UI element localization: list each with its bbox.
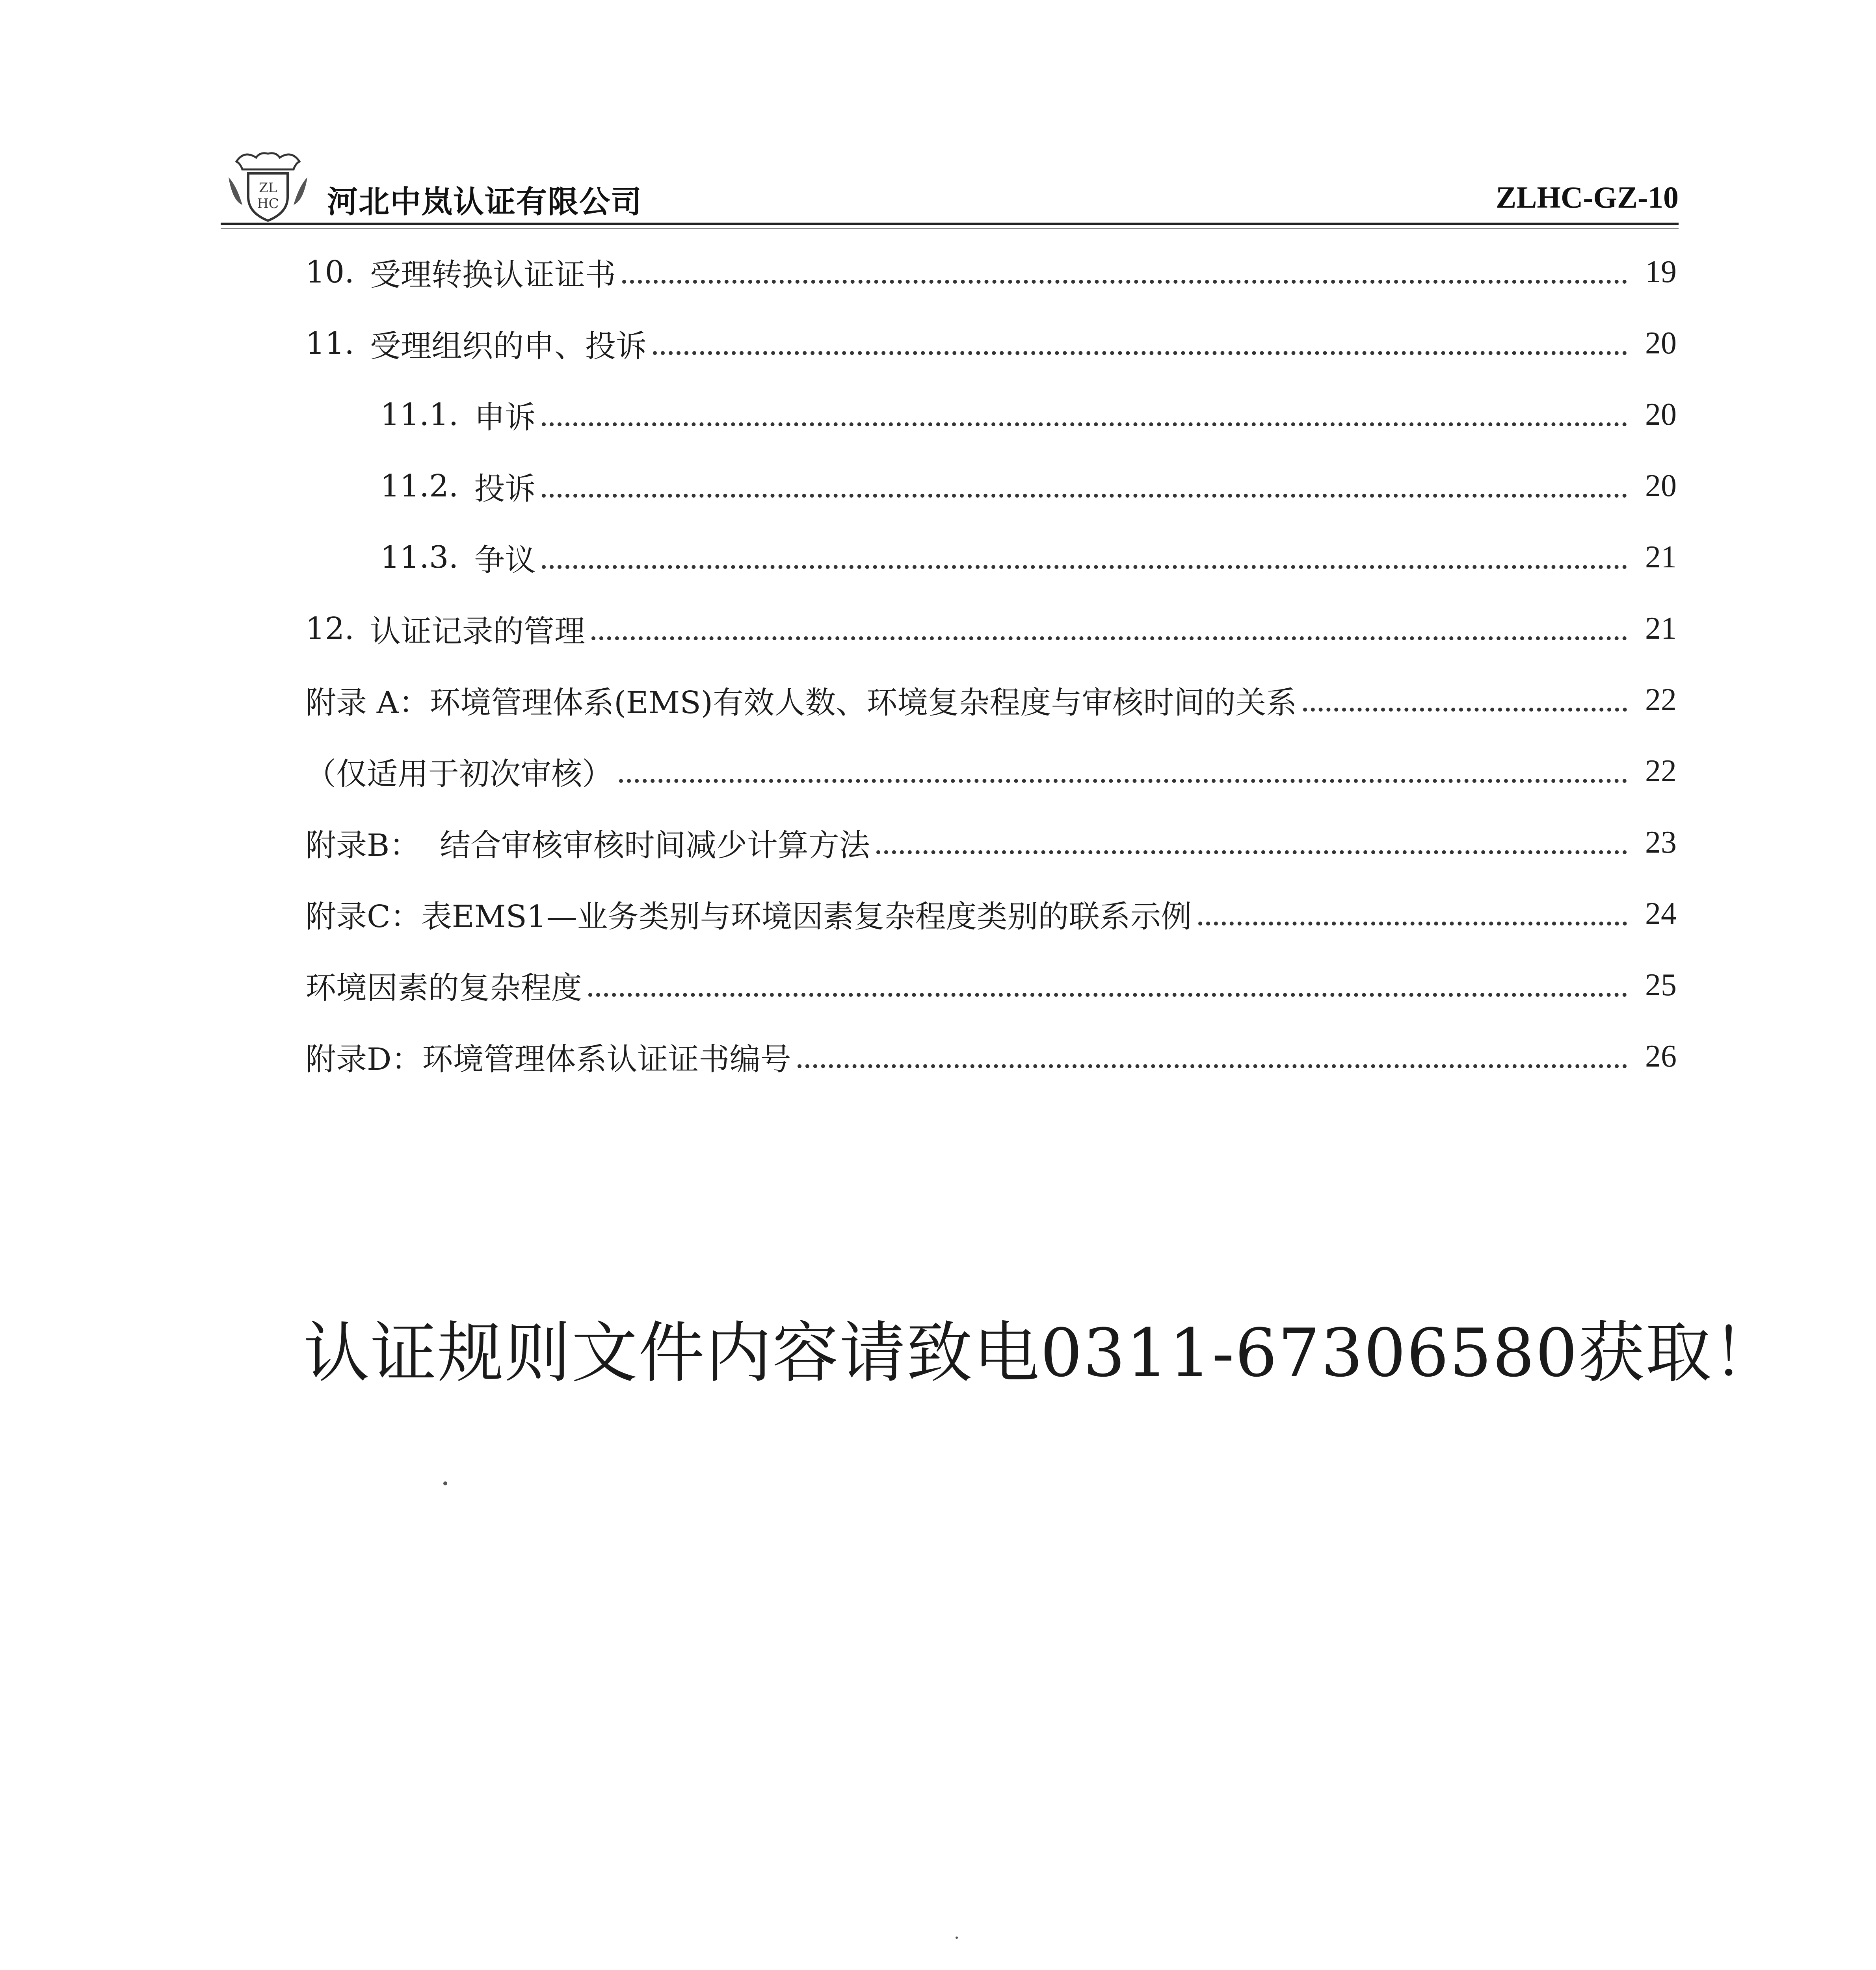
toc-entry-title: 环境因素的复杂程度 [305, 970, 582, 1006]
toc-entry[interactable] [305, 664, 1677, 736]
toc-dot-leader [542, 470, 1627, 498]
toc-entry-number: 12. [305, 611, 355, 647]
toc-entry-page: 23 [1645, 825, 1677, 860]
toc-entry[interactable] [305, 308, 1677, 379]
toc-entry-page: 19 [1645, 255, 1677, 289]
header-rule-thin [221, 228, 1679, 229]
toc-dot-leader [653, 327, 1627, 355]
page-header [221, 146, 1679, 225]
toc-dot-leader [542, 399, 1627, 426]
toc-entry[interactable] [305, 236, 1677, 308]
toc-entry[interactable] [305, 950, 1677, 1021]
toc-entry-title: 申诉 [474, 400, 536, 435]
toc-entry-title: 受理组织的申、投诉 [370, 328, 647, 364]
toc-entry-page: 20 [1645, 468, 1677, 503]
toc-entry-title: （仅适用于初次审核） [305, 756, 613, 792]
toc-entry-page: 20 [1645, 326, 1677, 361]
company-logo-icon [221, 146, 315, 225]
scan-speck [956, 1937, 958, 1939]
logo-text-bottom: HC [257, 196, 279, 212]
toc-entry-title: 争议 [474, 542, 536, 578]
toc-entry[interactable] [305, 807, 1677, 878]
document-code: ZLHC-GZ-10 [1496, 180, 1679, 214]
toc-entry[interactable] [305, 522, 1677, 593]
header-rule [221, 223, 1679, 225]
toc-entry-page: 24 [1645, 896, 1677, 931]
toc-dot-leader [876, 827, 1627, 854]
toc-entry-title: 附录D：环境管理体系认证证书编号 [305, 1041, 791, 1077]
toc-entry[interactable] [305, 379, 1677, 450]
toc-dot-leader [619, 755, 1627, 783]
toc-dot-leader [591, 613, 1627, 640]
toc-dot-leader [588, 969, 1627, 997]
toc-entry[interactable] [305, 1021, 1677, 1092]
toc-entry[interactable] [305, 450, 1677, 522]
toc-entry[interactable] [305, 878, 1677, 950]
scan-speck [443, 1481, 447, 1485]
toc-dot-leader [1198, 898, 1627, 926]
toc-entry-number: 11.3. [380, 539, 459, 575]
toc-entry-title: 认证记录的管理 [370, 613, 586, 649]
contact-notice: 认证规则文件内容请致电0311-67306580获取！ [303, 1314, 1779, 1392]
toc-entry[interactable] [305, 593, 1677, 664]
toc-entry-page: 26 [1645, 1039, 1677, 1074]
toc-dot-leader [622, 256, 1627, 284]
toc-entry-number: 11.1. [380, 397, 459, 433]
toc-entry[interactable] [305, 736, 1677, 807]
logo-text-top: ZL [258, 180, 277, 196]
toc-entry-title: 附录C：表EMS1—业务类别与环境因素复杂程度类别的联系示例 [305, 899, 1192, 935]
toc-entry-page: 20 [1645, 397, 1677, 432]
toc-entry-page: 22 [1645, 682, 1677, 717]
toc-entry-page: 22 [1645, 754, 1677, 788]
table-of-contents [305, 236, 1677, 1092]
toc-entry-number: 10. [305, 254, 355, 290]
toc-dot-leader [1303, 684, 1627, 712]
company-name: 河北中岚认证有限公司 [327, 184, 643, 220]
toc-entry-number: 11.2. [380, 468, 459, 504]
toc-entry-page: 21 [1645, 611, 1677, 646]
toc-entry-number: 11. [305, 325, 355, 361]
toc-entry-page: 25 [1645, 968, 1677, 1002]
toc-entry-title: 附录B： 结合审核审核时间减少计算方法 [305, 827, 870, 863]
toc-entry-title: 投诉 [474, 471, 536, 507]
toc-dot-leader [542, 541, 1627, 569]
toc-entry-page: 21 [1645, 540, 1677, 574]
toc-dot-leader [798, 1041, 1627, 1068]
toc-entry-title: 附录 A：环境管理体系(EMS)有效人数、环境复杂程度与审核时间的关系 [305, 685, 1297, 721]
toc-entry-title: 受理转换认证证书 [370, 257, 616, 293]
